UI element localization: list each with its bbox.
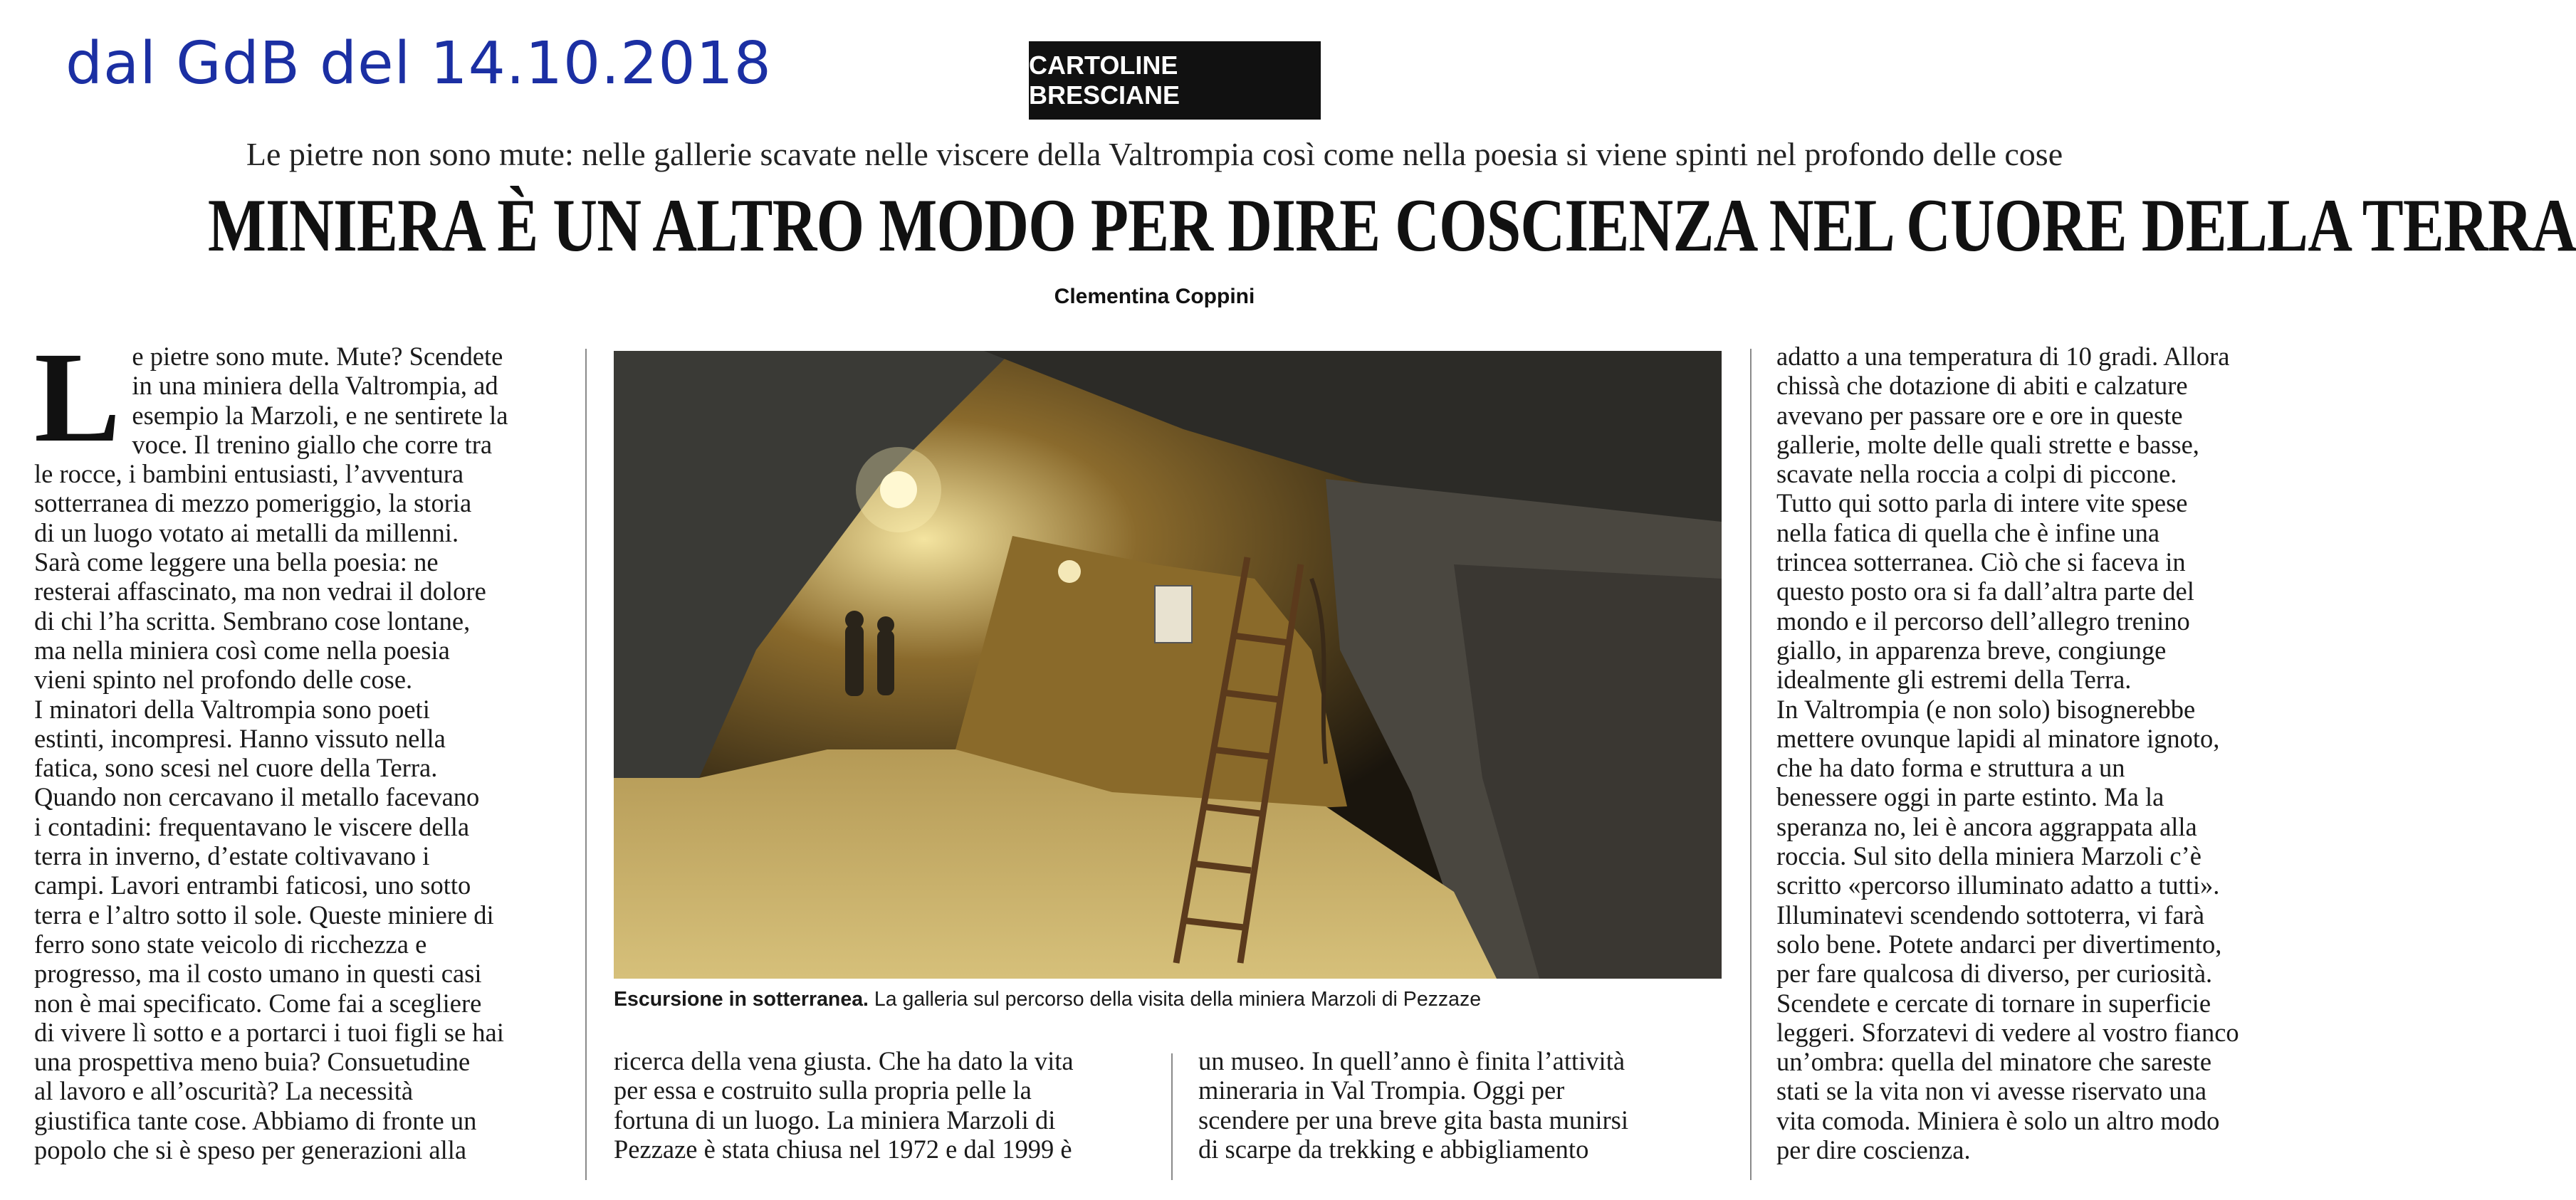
column-1-text: e pietre sono mute. Mute? Scendete in una miniera della Valtrompia, ad esempio la Marzoli, e ne sentirete la voce. Il trenino giallo che corre tra le rocce, i bambini entusiasti, l’avventura sotterranea di mezzo pomeriggio, la storia di un luogo votato ai metalli da millenni. Sarà come leggere una bella poesia: ne resterai affascinato, ma non vedrai il dolore di chi l’ha scritta. Sembrano cose lontane, ma nella miniera così come nella poesia vieni spinto nel profondo delle cose. I minatori della Valtrompia sono poeti estinti, incompresi. Hanno vissuto nella fatica, sono scesi nel cuore della Terra. Quando non cercavano il metallo facevano i contadini: frequentavano le viscere della terra in inverno, d’estate coltivavano i campi. Lavori entrambi faticosi, uno sotto terra e l’altro sotto il sole. Queste miniere di ferro sono state veicolo di ricchezza e progresso, ma il costo umano in questi casi non è mai specificato. Come fai a scegliere di vivere lì sotto e a portarci i tuoi figli se hai una prospettiva meno buia? Consuetudine al lavoro e all’oscurità? La necessità giustifica tante cose. Abbiamo di fronte un popolo che si è speso per generazioni alla bbox=[34, 342, 508, 1165]
photo-caption bbox=[614, 988, 1722, 1011]
caption-text: La galleria sul percorso della visita della miniera Marzoli di Pezzaze bbox=[868, 988, 1482, 1011]
mine-tunnel-photo bbox=[614, 351, 1722, 979]
column-rule-left bbox=[585, 349, 587, 1180]
drop-cap: L bbox=[34, 326, 121, 469]
source-label: dal GdB del 14.10.2018 bbox=[66, 30, 772, 98]
article-column-2b: un museo. In quell’anno è finita l’attività mineraria in Val Trompia. Oggi per scendere per una breve gita basta munirsi di scarpe da trekking e abbigliamento bbox=[1198, 1046, 1629, 1164]
kicker: Le pietre non sono mute: nelle gallerie scavate nelle viscere della Valtrompia così come nella poesia si viene spinti nel profondo delle cose bbox=[246, 136, 2063, 172]
section-tag: CARTOLINE BRESCIANE bbox=[1029, 41, 1321, 120]
author-byline: Clementina Coppini bbox=[1054, 285, 1255, 308]
article-column-2a: ricerca della vena giusta. Che ha dato la vita per essa e costruito sulla propria pelle la fortuna di un luogo. La miniera Marzoli di Pezzaze è stata chiusa nel 1972 e dal 1999 è bbox=[614, 1046, 1074, 1164]
column-rule-middle bbox=[1171, 1053, 1173, 1180]
caption-lead: Escursione in sotterranea. bbox=[614, 988, 869, 1011]
column-rule-right bbox=[1750, 349, 1752, 1180]
article-column-3: adatto a una temperatura di 10 gradi. Allora chissà che dotazione di abiti e calzature avevano per passare ore e ore in queste gallerie, molte delle quali strette e basse, scavate nella roccia a colpi di piccone. Tutto qui sotto parla di intere vite spese nella fatica di quella che è infine una trincea sotterranea. Ciò che si faceva in questo posto ora si fa dall’altra parte del mondo e il percorso dell’allegro trenino giallo, in apparenza breve, congiunge idealmente gli estremi della Terra. In Valtrompia (e non solo) bisognerebbe mettere ovunque lapidi al minatore ignoto, che ha dato forma e struttura a un benessere oggi in parte estinto. Ma la speranza no, lei è ancora aggrappata alla roccia. Sul sito della miniera Marzoli c’è scritto «percorso illuminato adatto a tutti». Illuminatevi scendendo sottoterra, vi farà solo bene. Potete andarci per divertimento, per fare qualcosa di diverso, per curiosità. Scendete e cercate di tornare in superficie leggeri. Sforzatevi di vedere al vostro fianco un’ombra: quella del minatore che sareste stati se la vita non vi avesse riservato una vita comoda. Miniera è solo un altro modo per dire coscienza. bbox=[1776, 342, 2239, 1165]
headline: MINIERA È UN ALTRO MODO PER DIRE COSCIENZA NEL CUORE DELLA TERRA bbox=[207, 184, 2576, 267]
mine-tunnel-illustration bbox=[614, 351, 1722, 979]
article-column-1 bbox=[34, 326, 575, 1165]
